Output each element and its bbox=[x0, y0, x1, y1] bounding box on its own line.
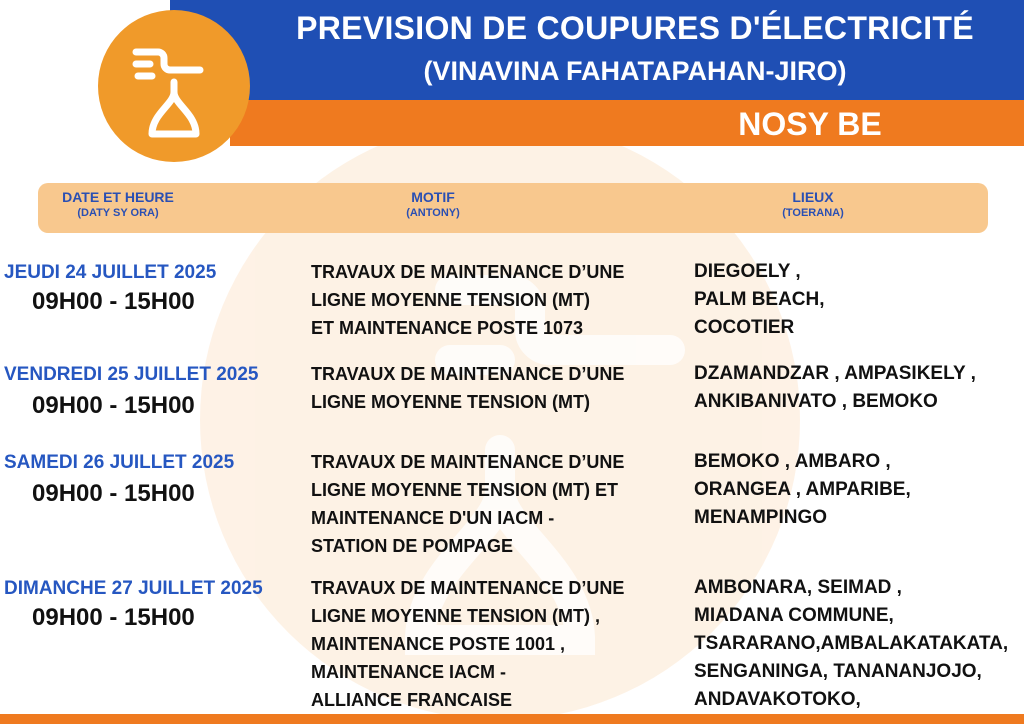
lieux-line: DIEGOELY , bbox=[694, 261, 801, 282]
table-header bbox=[38, 183, 988, 233]
column-header-lieux-sub: (TOERANA) bbox=[782, 207, 844, 219]
faucet-icon bbox=[98, 10, 250, 162]
row-time: 09H00 - 15H00 bbox=[32, 480, 195, 507]
row-lieux bbox=[694, 448, 1024, 532]
row-time: 09H00 - 15H00 bbox=[32, 392, 195, 419]
region-label: NOSY BE bbox=[738, 106, 882, 142]
row-date: DIMANCHE 27 JUILLET 2025 bbox=[4, 578, 263, 599]
lieux-line: ORANGEA , AMPARIBE, bbox=[694, 479, 911, 500]
motif-line: ET MAINTENANCE POSTE 1073 bbox=[311, 318, 584, 338]
row-date: VENDREDI 25 JUILLET 2025 bbox=[4, 364, 259, 385]
row-time: 09H00 - 15H00 bbox=[32, 288, 195, 315]
lieux-line: ANKIBANIVATO , BEMOKO bbox=[694, 391, 938, 412]
motif-line: MAINTENANCE D'UN IACM - bbox=[311, 508, 555, 528]
lieux-line: ANDAVAKOTOKO, bbox=[694, 689, 861, 710]
row-time: 09H00 - 15H00 bbox=[32, 604, 195, 631]
motif-line: MAINTENANCE IACM - bbox=[311, 662, 506, 682]
footer-bar bbox=[0, 714, 1024, 724]
row-motif bbox=[311, 360, 691, 416]
motif-line: MAINTENANCE POSTE 1001 , bbox=[311, 634, 566, 654]
page-title: PREVISION DE COUPURES D'ÉLECTRICITÉ bbox=[296, 10, 974, 46]
lieux-line: MENAMPINGO bbox=[694, 507, 827, 528]
lieux-line: COCOTIER bbox=[694, 317, 795, 338]
column-header-lieux bbox=[758, 189, 868, 221]
row-date: JEUDI 24 JUILLET 2025 bbox=[4, 262, 217, 283]
motif-line: TRAVAUX DE MAINTENANCE D’UNE bbox=[311, 364, 625, 384]
motif-line: TRAVAUX DE MAINTENANCE D’UNE bbox=[311, 578, 625, 598]
lieux-line: SENGANINGA, TANANANJOJO, bbox=[694, 661, 982, 682]
row-motif bbox=[311, 258, 691, 342]
motif-line: TRAVAUX DE MAINTENANCE D’UNE bbox=[311, 452, 625, 472]
column-header-date-label: DATE ET HEURE bbox=[62, 189, 174, 205]
motif-line: STATION DE POMPAGE bbox=[311, 536, 514, 556]
row-lieux bbox=[694, 360, 1024, 416]
motif-line: LIGNE MOYENNE TENSION (MT) bbox=[311, 290, 590, 310]
column-header-motif-label: MOTIF bbox=[411, 189, 455, 205]
motif-line: LIGNE MOYENNE TENSION (MT) ET bbox=[311, 480, 619, 500]
row-lieux bbox=[694, 574, 1024, 714]
column-header-motif-sub: (ANTONY) bbox=[406, 207, 460, 219]
lieux-line: MIADANA COMMUNE, bbox=[694, 605, 894, 626]
lieux-line: AMBONARA, SEIMAD , bbox=[694, 577, 902, 598]
logo bbox=[98, 10, 250, 162]
column-header-date-sub: (DATY SY ORA) bbox=[77, 207, 159, 219]
motif-line: TRAVAUX DE MAINTENANCE D’UNE bbox=[311, 262, 625, 282]
column-header-motif bbox=[358, 189, 508, 221]
row-date: SAMEDI 26 JUILLET 2025 bbox=[4, 452, 235, 473]
row-motif bbox=[311, 574, 691, 714]
page-subtitle: (VINAVINA FAHATAPAHAN-JIRO) bbox=[423, 56, 847, 86]
column-header-date bbox=[38, 189, 198, 221]
lieux-line: DZAMANDZAR , AMPASIKELY , bbox=[694, 363, 976, 384]
row-motif bbox=[311, 448, 691, 560]
column-header-lieux-label: LIEUX bbox=[792, 189, 834, 205]
lieux-line: TSARARANO,AMBALAKATAKATA, bbox=[694, 633, 1009, 654]
motif-line: ALLIANCE FRANCAISE bbox=[311, 690, 512, 710]
lieux-line: PALM BEACH, bbox=[694, 289, 825, 310]
motif-line: LIGNE MOYENNE TENSION (MT) , bbox=[311, 606, 601, 626]
row-lieux bbox=[694, 258, 1024, 342]
motif-line: LIGNE MOYENNE TENSION (MT) bbox=[311, 392, 590, 412]
lieux-line: BEMOKO , AMBARO , bbox=[694, 451, 891, 472]
